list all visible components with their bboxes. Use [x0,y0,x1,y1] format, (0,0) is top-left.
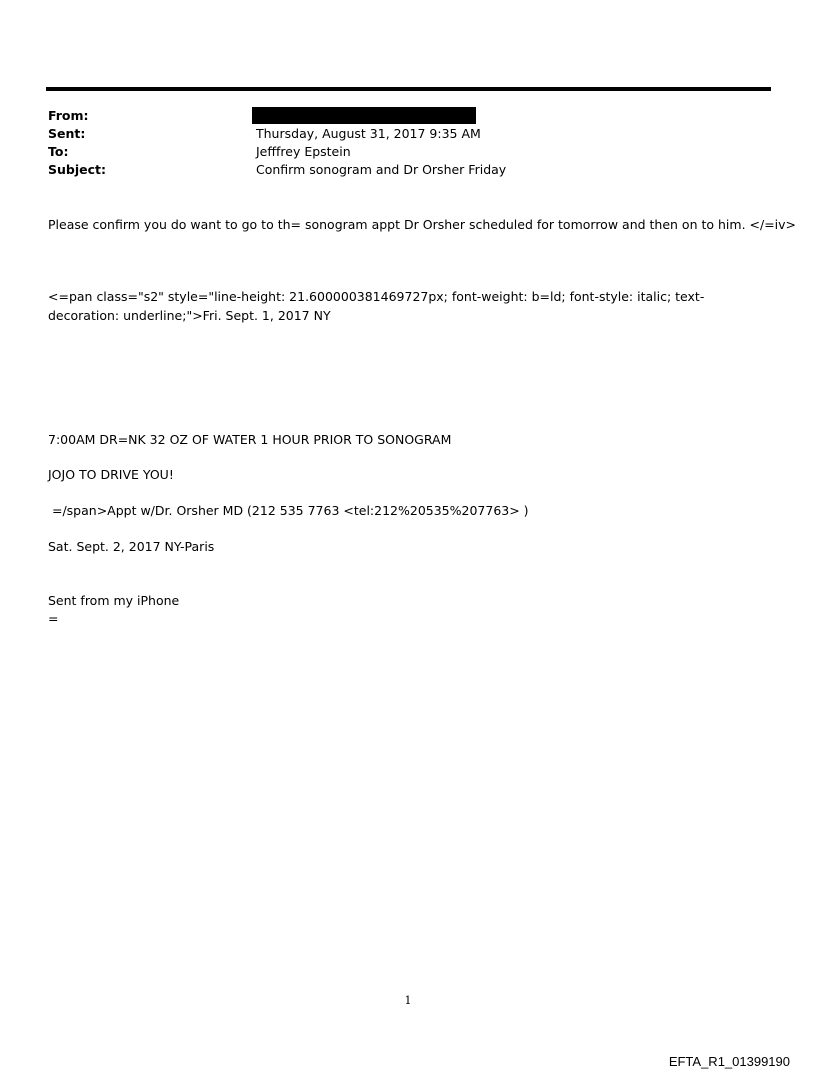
header-divider [46,87,771,91]
body-line-driver: JOJO TO DRIVE YOU! [48,467,174,482]
redacted-sender [252,107,476,124]
body-line-trailing: = [48,611,59,626]
body-line-water: 7:00AM DR=NK 32 OZ OF WATER 1 HOUR PRIOR TO SONOGRAM [48,432,452,447]
body-line-paris: Sat. Sept. 2, 2017 NY-Paris [48,539,215,554]
page-number: 1 [404,994,412,1007]
sent-label: Sent: [48,126,86,141]
body-line-signature: Sent from my iPhone [48,593,180,608]
subject-label: Subject: [48,162,106,177]
to-value: Jefffrey Epstein [256,144,351,159]
body-line-confirm: Please confirm you do want to go to th= sonogram appt Dr Orsher scheduled for tomorrow and then on to him. </=iv> [48,217,797,232]
body-line-appointment: =/span>Appt w/Dr. Orsher MD (212 535 7763 <tel:212%20535%207763> ) [48,503,529,518]
sent-value: Thursday, August 31, 2017 9:35 AM [256,126,481,141]
to-label: To: [48,144,69,159]
body-line-span-markup: <=pan class="s2" style="line-height: 21.600000381469727px; font-weight: b=ld; font-style: italic; text-decoration: underline;">Fri. Sept. 1, 2017 NY [48,289,705,323]
subject-value: Confirm sonogram and Dr Orsher Friday [256,162,507,177]
from-label: From: [48,108,89,123]
document-id: EFTA_R1_01399190 [668,1054,790,1069]
